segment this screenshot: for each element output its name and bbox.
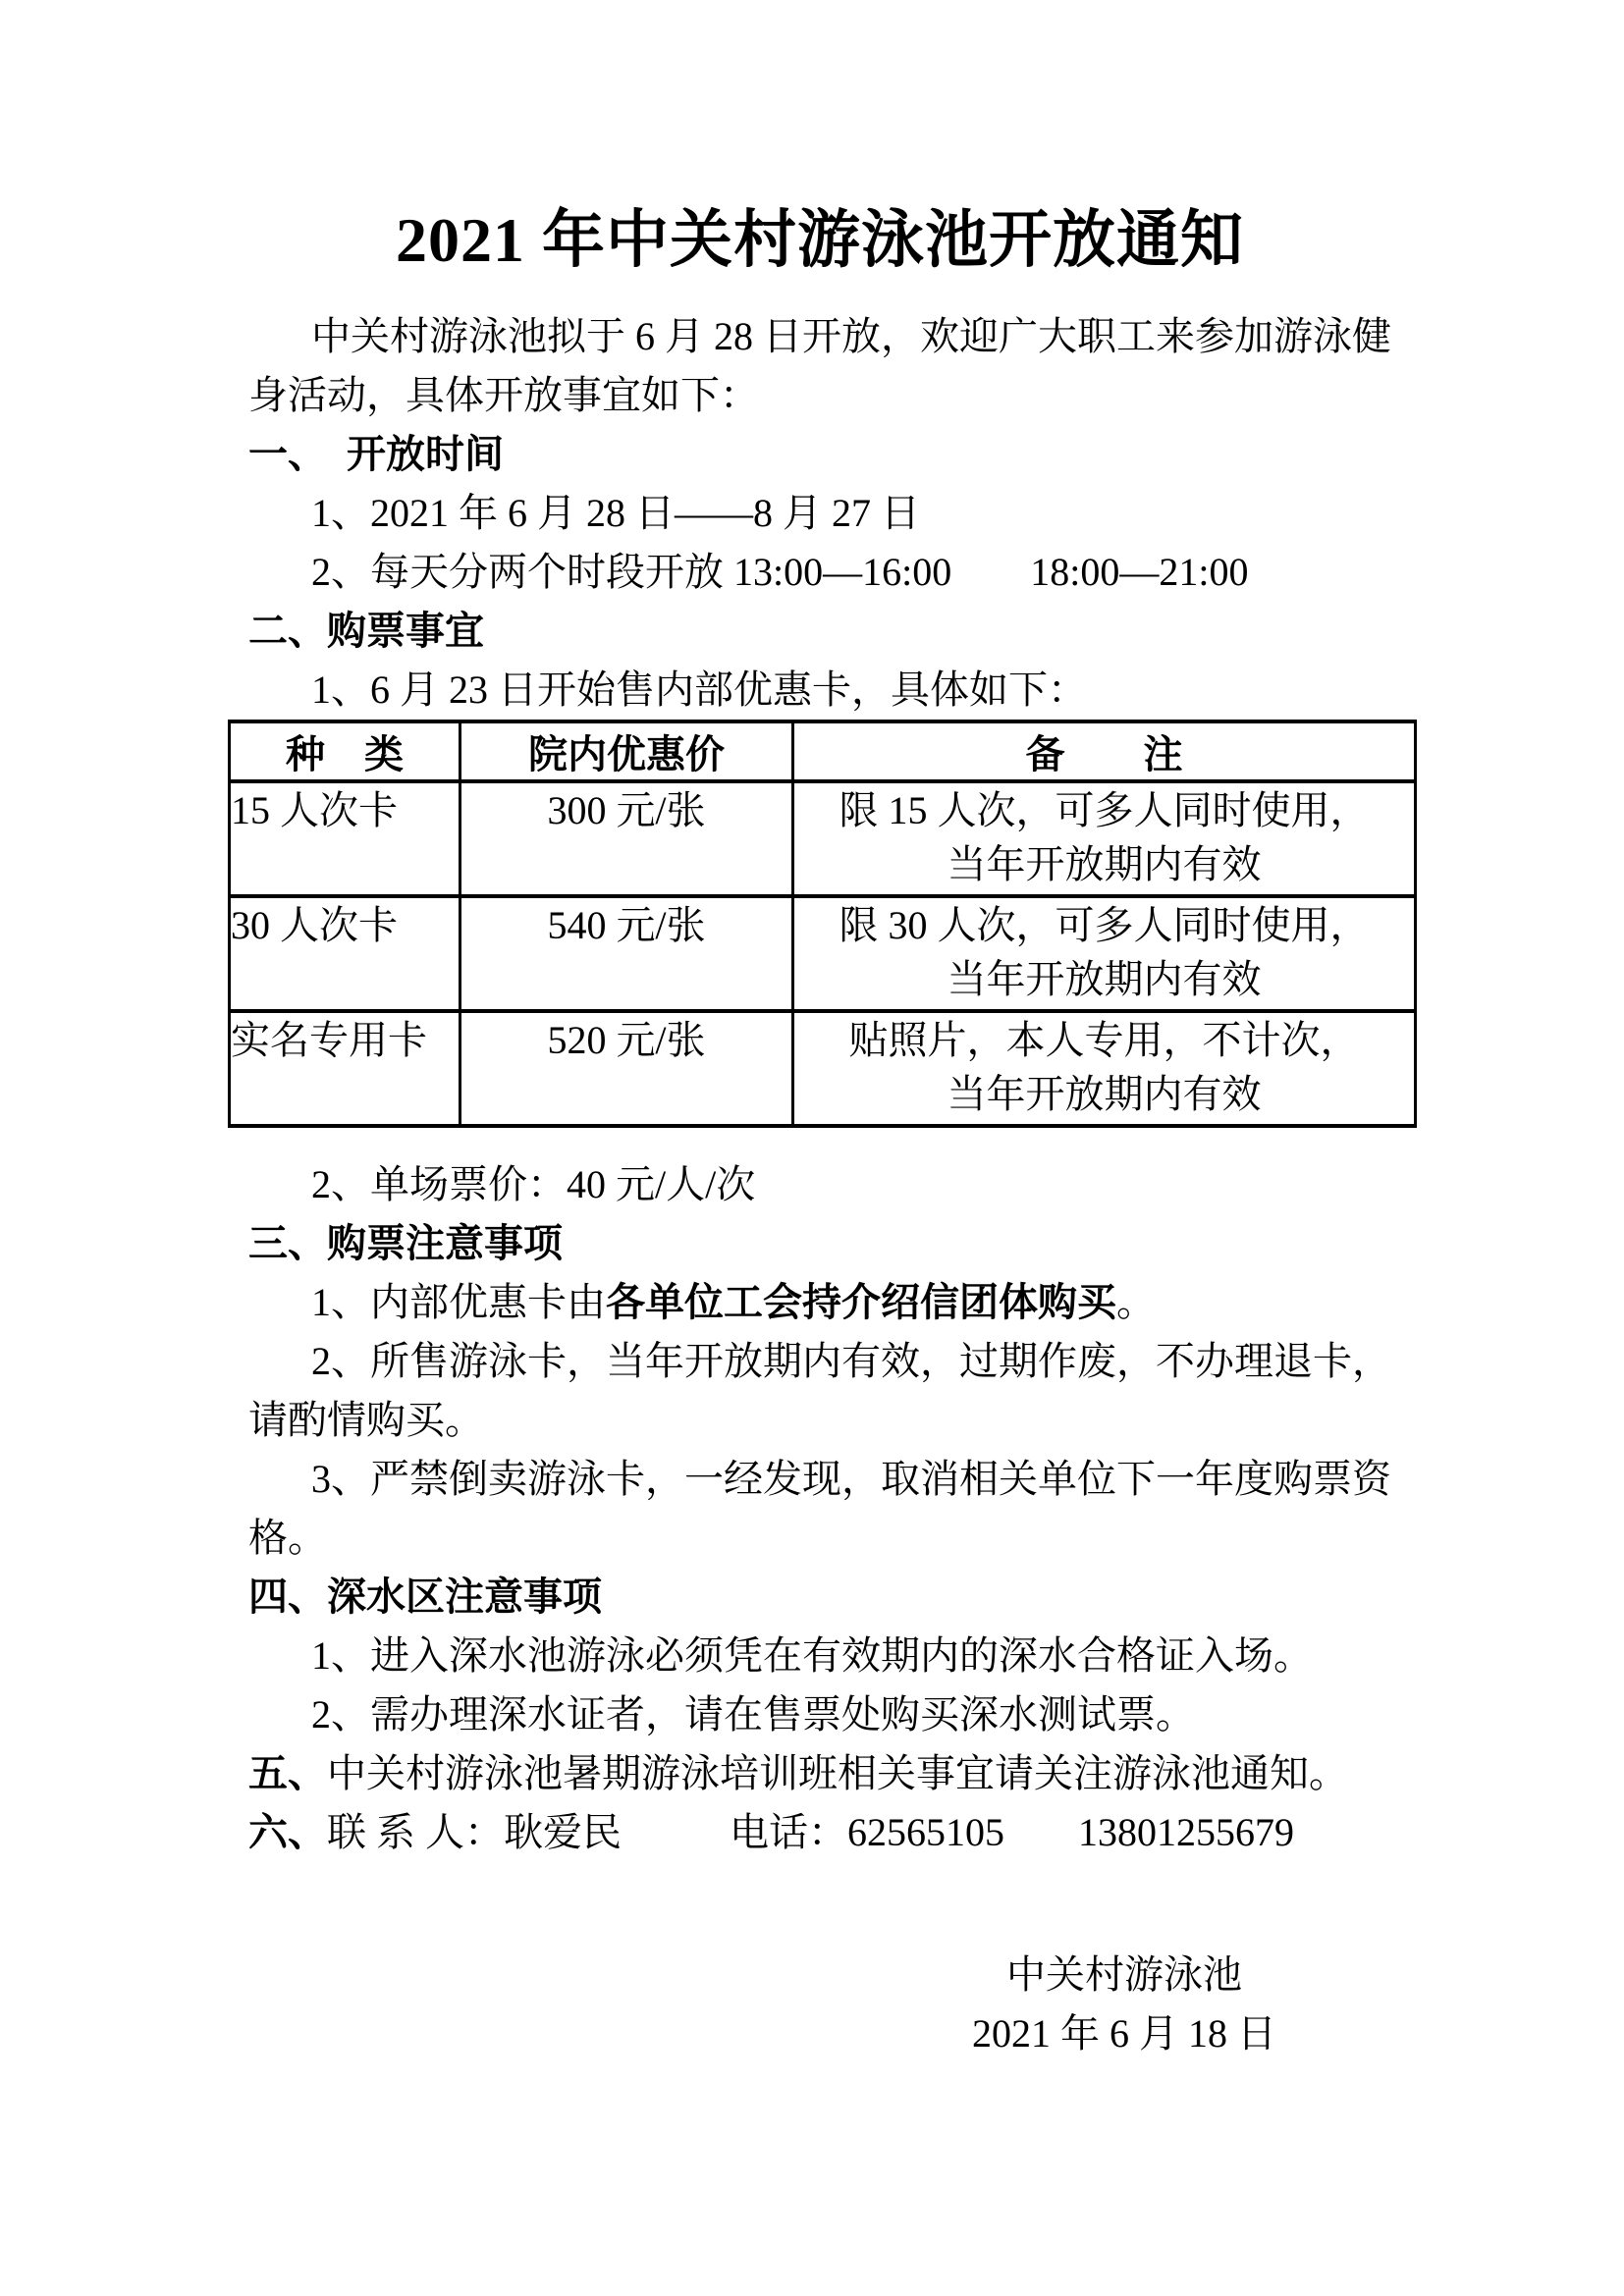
column-header-type: 种 类 bbox=[230, 721, 460, 781]
section-6-line bbox=[248, 1803, 1391, 1862]
card-note bbox=[793, 896, 1416, 1011]
signature-org: 中关村游泳池 bbox=[1006, 1952, 1242, 1997]
card-note-line-1: 限 30 人次，可多人同时使用， bbox=[839, 903, 1370, 947]
section-5-text: 中关村游泳池暑期游泳培训班相关事宜请关注游泳池通知。 bbox=[327, 1751, 1348, 1795]
card-note-line-2: 当年开放期内有效 bbox=[947, 1072, 1262, 1116]
contact-person: 联 系 人：耿爱民 bbox=[327, 1810, 622, 1854]
price-table bbox=[228, 720, 1417, 1128]
item-text: 1、内部优惠卡由 bbox=[311, 1280, 606, 1324]
mobile-number: 13801255679 bbox=[1078, 1810, 1294, 1854]
section-2-item-2: 2、单场票价：40 元/人/次 bbox=[311, 1162, 756, 1206]
column-header-note: 备 注 bbox=[793, 721, 1416, 781]
card-note-line-1: 限 15 人次，可多人同时使用， bbox=[839, 788, 1370, 832]
phone-number: 62565105 bbox=[847, 1810, 1004, 1854]
signature-date: 2021 年 6 月 18 日 bbox=[972, 2011, 1276, 2056]
card-note bbox=[793, 1011, 1416, 1126]
card-note-line-2: 当年开放期内有效 bbox=[947, 842, 1262, 886]
section-4-heading: 四、深水区注意事项 bbox=[248, 1575, 602, 1619]
intro-line-2: 身活动，具体开放事宜如下： bbox=[248, 373, 759, 417]
phone-label: 电话： bbox=[730, 1810, 847, 1854]
table-row-named-card bbox=[230, 1011, 1416, 1126]
card-type: 15 人次卡 bbox=[230, 781, 460, 896]
table-row-30-card bbox=[230, 896, 1416, 1011]
section-4-item-1: 1、进入深水池游泳必须凭在有效期内的深水合格证入场。 bbox=[311, 1633, 1313, 1678]
item-text: 。 bbox=[1116, 1280, 1156, 1324]
section-1-item-2: 2、每天分两个时段开放 13:00—16:00 18:00—21:00 bbox=[311, 550, 1249, 594]
page-title: 2021 年中关村游泳池开放通知 bbox=[396, 205, 1244, 275]
card-note-line-1: 贴照片，本人专用，不计次， bbox=[848, 1018, 1360, 1062]
section-1-item-1: 1、2021 年 6 月 28 日——8 月 27 日 bbox=[311, 491, 920, 535]
section-6-label: 六、 bbox=[248, 1811, 327, 1854]
section-3-heading: 三、购票注意事项 bbox=[248, 1222, 563, 1265]
card-type: 30 人次卡 bbox=[230, 896, 460, 1011]
card-price: 520 元/张 bbox=[460, 1011, 793, 1126]
section-3-item-3-line-1: 3、严禁倒卖游泳卡，一经发现，取消相关单位下一年度购票资 bbox=[311, 1457, 1391, 1501]
section-2-heading: 二、购票事宜 bbox=[248, 610, 484, 653]
section-5-label: 五、 bbox=[248, 1752, 327, 1795]
signature-block bbox=[972, 1946, 1276, 2063]
card-price: 300 元/张 bbox=[460, 781, 793, 896]
section-3-item-2-line-1: 2、所售游泳卡，当年开放期内有效，过期作废，不办理退卡， bbox=[311, 1339, 1391, 1383]
column-header-price: 院内优惠价 bbox=[460, 721, 793, 781]
table-row-15-card bbox=[230, 781, 1416, 896]
table-header-row bbox=[230, 721, 1416, 781]
item-bold-text: 各单位工会持介绍信团体购买 bbox=[606, 1281, 1116, 1324]
section-2-item-1: 1、6 月 23 日开始售内部优惠卡，具体如下： bbox=[311, 667, 1087, 712]
section-3-item-1 bbox=[248, 1273, 1391, 1332]
intro-line-1: 中关村游泳池拟于 6 月 28 日开放，欢迎广大职工来参加游泳健 bbox=[311, 314, 1391, 358]
section-1-heading: 一、 开放时间 bbox=[248, 433, 504, 476]
card-price: 540 元/张 bbox=[460, 896, 793, 1011]
card-type: 实名专用卡 bbox=[230, 1011, 460, 1126]
section-4-item-2: 2、需办理深水证者，请在售票处购买深水测试票。 bbox=[311, 1692, 1195, 1736]
section-3-item-3-line-2: 格。 bbox=[248, 1516, 327, 1560]
card-note bbox=[793, 781, 1416, 896]
section-3-item-2-line-2: 请酌情购买。 bbox=[248, 1398, 484, 1442]
card-note-line-2: 当年开放期内有效 bbox=[947, 957, 1262, 1001]
section-5-line bbox=[248, 1744, 1391, 1803]
